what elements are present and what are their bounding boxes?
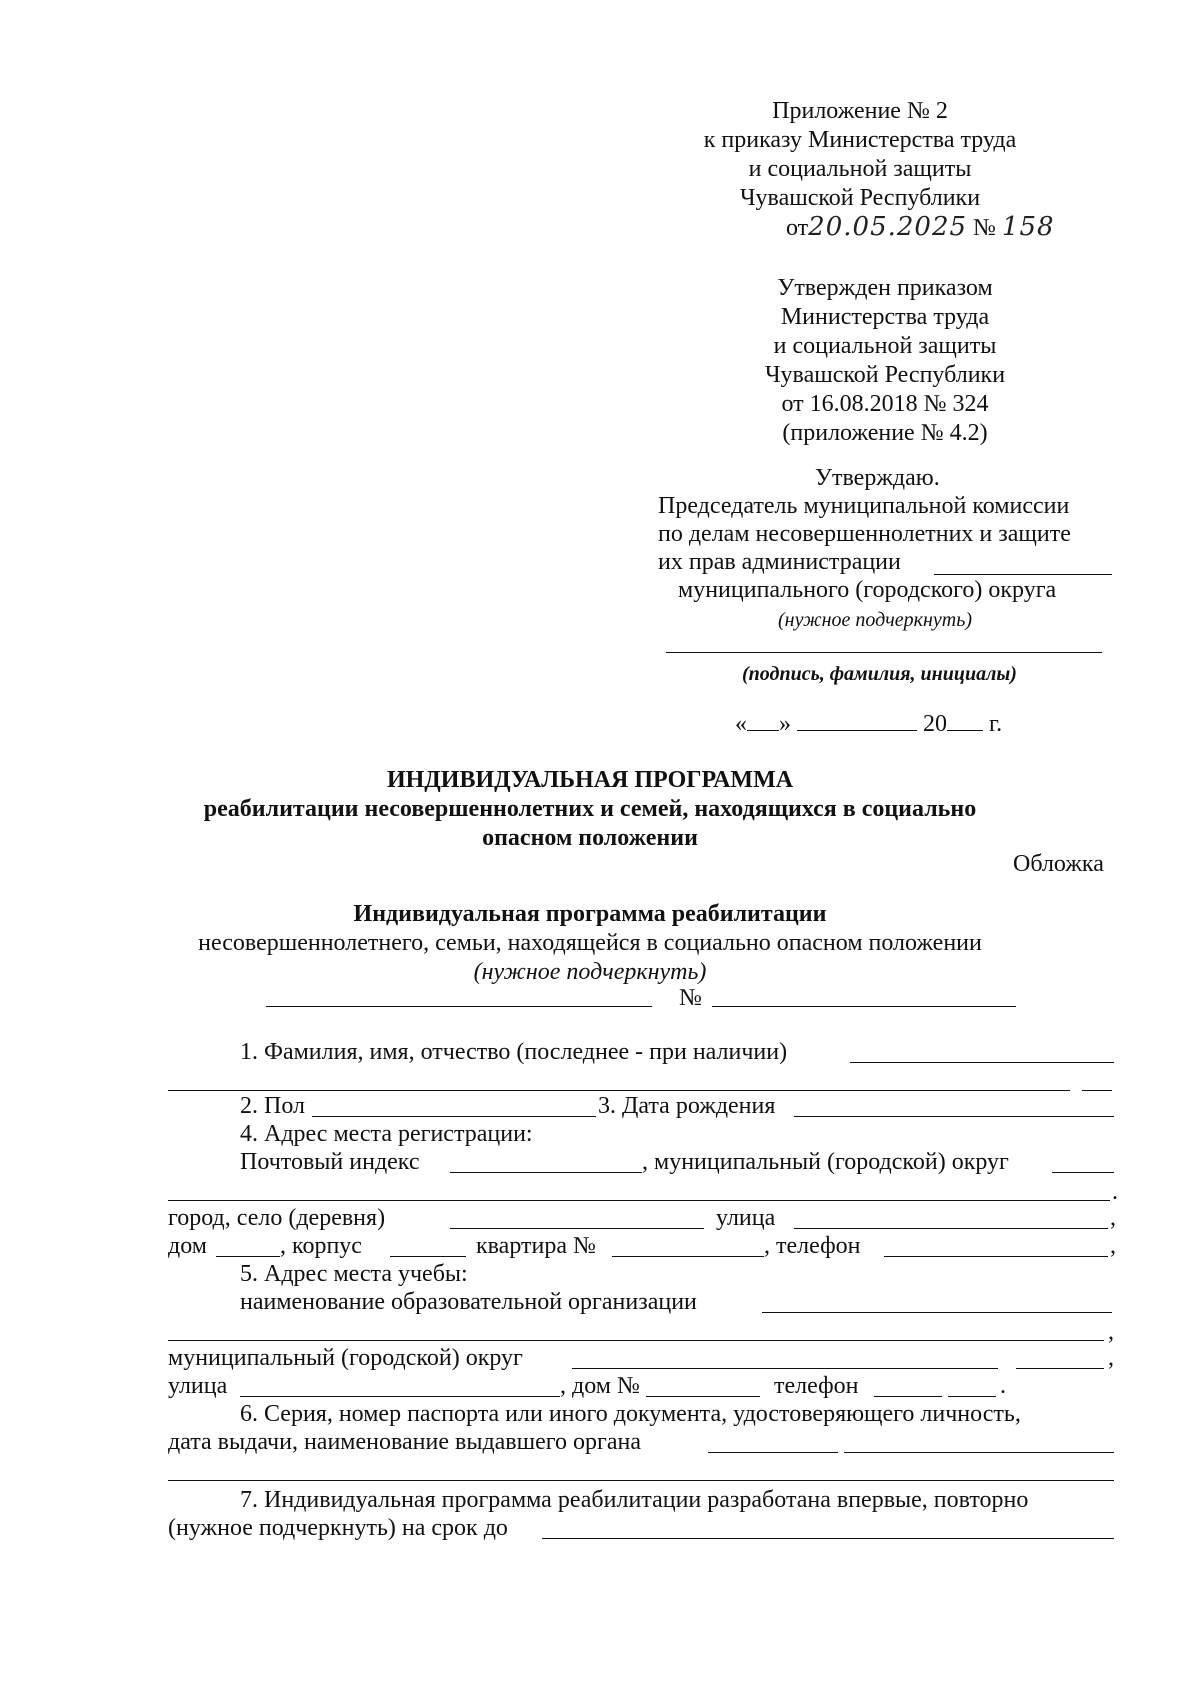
confirm-line: по делам несовершеннолетних и защите xyxy=(658,521,1071,547)
term-blank xyxy=(542,1538,1114,1539)
field-3-label: 3. Дата рождения xyxy=(598,1093,776,1119)
org-label: наименование образовательной организации xyxy=(240,1289,697,1315)
passport-blank-2 xyxy=(844,1452,1114,1453)
phone2-period: . xyxy=(1000,1373,1006,1399)
main-title: ИНДИВИДУАЛЬНАЯ ПРОГРАММА xyxy=(386,767,794,793)
sex-blank xyxy=(312,1116,596,1117)
field-4-label: 4. Адрес места регистрации: xyxy=(240,1121,533,1147)
field-1-blank xyxy=(850,1062,1114,1063)
confirm-line: их прав администрации xyxy=(658,549,901,575)
street2-blank xyxy=(240,1396,560,1397)
confirm-heading: Утверждаю. xyxy=(815,465,940,491)
cover-label: Обложка xyxy=(1013,851,1104,877)
house2-blank xyxy=(646,1396,760,1397)
postal-blank xyxy=(450,1172,642,1173)
korpus-blank xyxy=(390,1256,466,1257)
municipal2-blank xyxy=(572,1368,998,1369)
address-blank xyxy=(168,1200,1110,1201)
house-blank xyxy=(216,1256,280,1257)
org-comma: , xyxy=(1108,1319,1114,1345)
field-2-label: 2. Пол xyxy=(240,1093,305,1119)
main-title-block xyxy=(140,766,1040,853)
main-subtitle: реабилитации несовершеннолетних и семей, находящихся в социально xyxy=(203,796,977,822)
apartment-label: квартира № xyxy=(476,1233,596,1259)
field-1-blank-3 xyxy=(1082,1090,1112,1091)
appendix-date-line xyxy=(786,213,1055,243)
confirm-line: Председатель муниципальной комиссии xyxy=(658,493,1070,519)
street-blank xyxy=(794,1228,1108,1229)
appendix-line: и социальной защиты xyxy=(748,156,972,182)
phone-blank xyxy=(884,1256,1108,1257)
phone-comma: , xyxy=(1110,1233,1116,1259)
confirm-line: муниципального (городского) округа xyxy=(678,577,1057,603)
admin-blank xyxy=(934,574,1112,575)
appendix-line: к приказу Министерства труда xyxy=(703,127,1017,153)
quote-close: » xyxy=(779,711,791,737)
apartment-blank xyxy=(612,1256,764,1257)
approved-line: (приложение № 4.2) xyxy=(782,420,988,446)
appendix-line: Чувашской Республики xyxy=(739,185,981,211)
appendix-block xyxy=(660,97,1060,213)
confirm-note: (нужное подчеркнуть) xyxy=(778,609,972,631)
field-1-label: 1. Фамилия, имя, отчество (последнее - при наличии) xyxy=(240,1039,788,1065)
municipal2-label: муниципальный (городской) округ xyxy=(168,1345,523,1371)
approved-line: Министерства труда xyxy=(780,304,990,330)
phone2-blank xyxy=(874,1396,942,1397)
program-subtitle: несовершеннолетнего, семьи, находящейся в социально опасном положении xyxy=(198,930,982,956)
municipal2-blank-2 xyxy=(1016,1368,1104,1369)
phone-label: , телефон xyxy=(764,1233,861,1259)
field-7-label-2: (нужное подчеркнуть) на срок до xyxy=(168,1515,508,1541)
birth-date-blank xyxy=(794,1116,1114,1117)
house-label: дом xyxy=(168,1233,207,1259)
org-blank-2 xyxy=(168,1340,1104,1341)
municipal-blank xyxy=(1052,1172,1114,1173)
quote-open: « xyxy=(735,711,747,737)
street2-label: улица xyxy=(168,1373,228,1399)
signature-blank xyxy=(666,652,1102,653)
house2-label: , дом № xyxy=(560,1373,640,1399)
korpus-label: , корпус xyxy=(280,1233,362,1259)
city-blank xyxy=(450,1228,704,1229)
municipal2-comma: , xyxy=(1108,1345,1114,1371)
handwritten-number: 158 xyxy=(1001,212,1055,242)
field-1-blank-2 xyxy=(168,1090,1070,1091)
appendix-title: Приложение № 2 xyxy=(772,98,948,124)
address-period: . xyxy=(1112,1179,1118,1205)
number-label: № xyxy=(973,215,996,241)
from-label: от xyxy=(786,215,809,241)
field-6-label: 6. Серия, номер паспорта или иного документа, удостоверяющего личность, xyxy=(240,1401,1021,1427)
field-7-label: 7. Индивидуальная программа реабилитации разработана впервые, повторно xyxy=(240,1487,1029,1513)
signature-caption: (подпись, фамилия, инициалы) xyxy=(742,663,1017,685)
approved-line: от 16.08.2018 № 324 xyxy=(781,391,989,417)
phone2-label: телефон xyxy=(774,1373,859,1399)
org-blank xyxy=(762,1312,1112,1313)
year-prefix: 20 xyxy=(923,711,947,737)
approved-line: Утвержден приказом xyxy=(777,275,993,301)
approval-date-line xyxy=(735,710,1002,739)
approved-block xyxy=(685,274,1085,448)
program-title: Индивидуальная программа реабилитации xyxy=(353,901,827,927)
passport-blank xyxy=(708,1452,838,1453)
municipal-label: , муниципальный (городской) округ xyxy=(642,1149,1009,1175)
approved-line: и социальной защиты xyxy=(773,333,997,359)
program-number-blank xyxy=(712,1006,1016,1007)
city-label: город, село (деревня) xyxy=(168,1205,386,1231)
postal-label: Почтовый индекс xyxy=(240,1149,420,1175)
field-6-label-2: дата выдачи, наименование выдавшего органа xyxy=(168,1429,642,1455)
program-block xyxy=(140,900,1040,987)
street-comma: , xyxy=(1110,1205,1116,1231)
program-name-blank xyxy=(266,1006,652,1007)
passport-blank-3 xyxy=(168,1480,1114,1481)
field-5-label: 5. Адрес места учебы: xyxy=(240,1261,468,1287)
street-label: улица xyxy=(716,1205,776,1231)
handwritten-date: 20.05.2025 xyxy=(808,212,968,242)
year-suffix: г. xyxy=(989,711,1003,737)
approved-line: Чувашской Республики xyxy=(764,362,1006,388)
program-note: (нужное подчеркнуть) xyxy=(473,959,707,985)
main-subtitle: опасном положении xyxy=(482,825,698,851)
phone2-blank-2 xyxy=(948,1396,996,1397)
program-number-label: № xyxy=(679,985,702,1011)
